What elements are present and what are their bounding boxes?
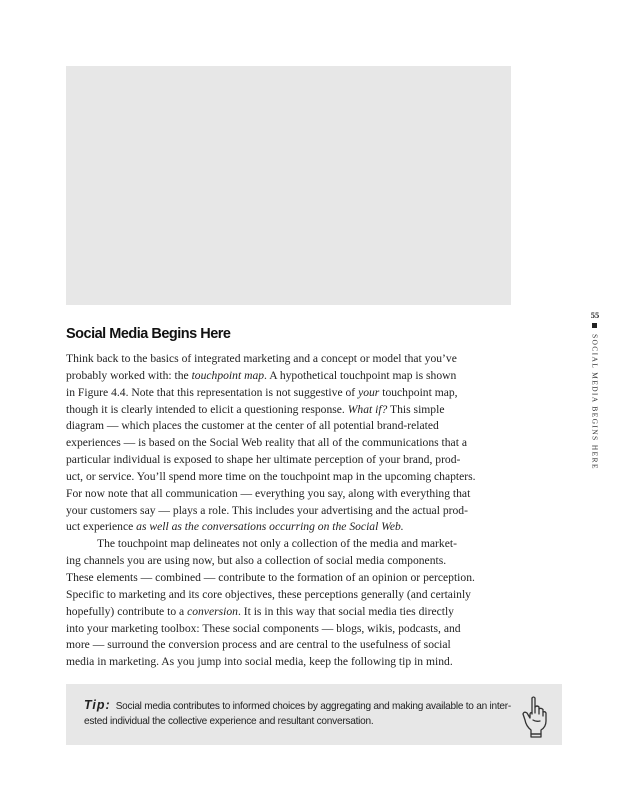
margin-marker bbox=[588, 310, 602, 470]
text-line: in Figure 4.4. Note that this representation is not suggestive of your touchpoint map, bbox=[66, 385, 458, 399]
running-head: SOCIAL MEDIA BEGINS HERE bbox=[590, 334, 600, 470]
text-line: particular individual is exposed to shape her ultimate perception of your brand, prod- bbox=[66, 453, 461, 467]
text-line: For now note that all communication — everything you say, along with everything that bbox=[66, 486, 471, 500]
text-line: The touchpoint map delineates not only a collection of the media and market- bbox=[97, 537, 457, 551]
text-line: into your marketing toolbox: These social components — blogs, wikis, podcasts, and bbox=[66, 621, 461, 635]
emphasis: touchpoint map bbox=[191, 368, 265, 382]
figure-placeholder bbox=[66, 66, 511, 305]
tip-line-2: ested individual the collective experience and resultant conversation. bbox=[84, 716, 374, 727]
emphasis: your bbox=[358, 385, 380, 399]
text-line: Think back to the basics of integrated marketing and a concept or model that you’ve bbox=[66, 352, 457, 365]
tip-line-1: Social media contributes to informed choices by aggregating and making available to an inter- bbox=[115, 701, 512, 712]
text-line: ing channels you are using now, but also a collection of social media components. bbox=[66, 554, 447, 568]
tip-label: Tip: bbox=[84, 698, 111, 712]
text-line: experiences — is based on the Social Web reality that all of the communications that a bbox=[66, 436, 467, 450]
text-line: probably worked with: the touchpoint map. A hypothetical touchpoint map is shown bbox=[66, 368, 457, 382]
section-heading: Social Media Begins Here bbox=[66, 326, 231, 342]
body-text bbox=[66, 351, 526, 671]
text-line: uct experience as well as the conversations occurring on the Social Web. bbox=[66, 520, 404, 534]
text-line: more — surround the conversion process and are central to the usefulness of social bbox=[66, 638, 451, 652]
square-bullet-icon bbox=[592, 323, 597, 328]
tip-text bbox=[84, 698, 514, 729]
emphasis: conversion bbox=[187, 604, 238, 618]
emphasis: What if? bbox=[347, 402, 388, 416]
text-line: uct, or service. You’ll spend more time on the touchpoint map in the upcoming chapters. bbox=[66, 469, 476, 483]
text-line: your customers say — plays a role. This includes your advertising and the actual prod- bbox=[66, 503, 468, 517]
text-line: though it is clearly intended to elicit a questioning response. What if? This simple bbox=[66, 402, 445, 416]
paragraph-1 bbox=[66, 351, 526, 536]
text-line: Specific to marketing and its core objectives, these perceptions generally (and certainly bbox=[66, 587, 471, 601]
text-line: These elements — combined — contribute to the formation of an opinion or perception. bbox=[66, 570, 475, 584]
text-line: media in marketing. As you jump into social media, keep the following tip in mind. bbox=[66, 655, 453, 669]
tip-box bbox=[66, 684, 562, 745]
paragraph-2 bbox=[66, 536, 526, 671]
page-number: 55 bbox=[590, 310, 600, 320]
text-line: hopefully) contribute to a conversion. It is in this way that social media ties directly bbox=[66, 604, 454, 618]
emphasis: as well as the conversations occurring on the Social Web. bbox=[136, 520, 404, 534]
pointing-hand-icon bbox=[518, 694, 552, 738]
text-line: diagram — which places the customer at the center of all potential brand-related bbox=[66, 419, 439, 433]
